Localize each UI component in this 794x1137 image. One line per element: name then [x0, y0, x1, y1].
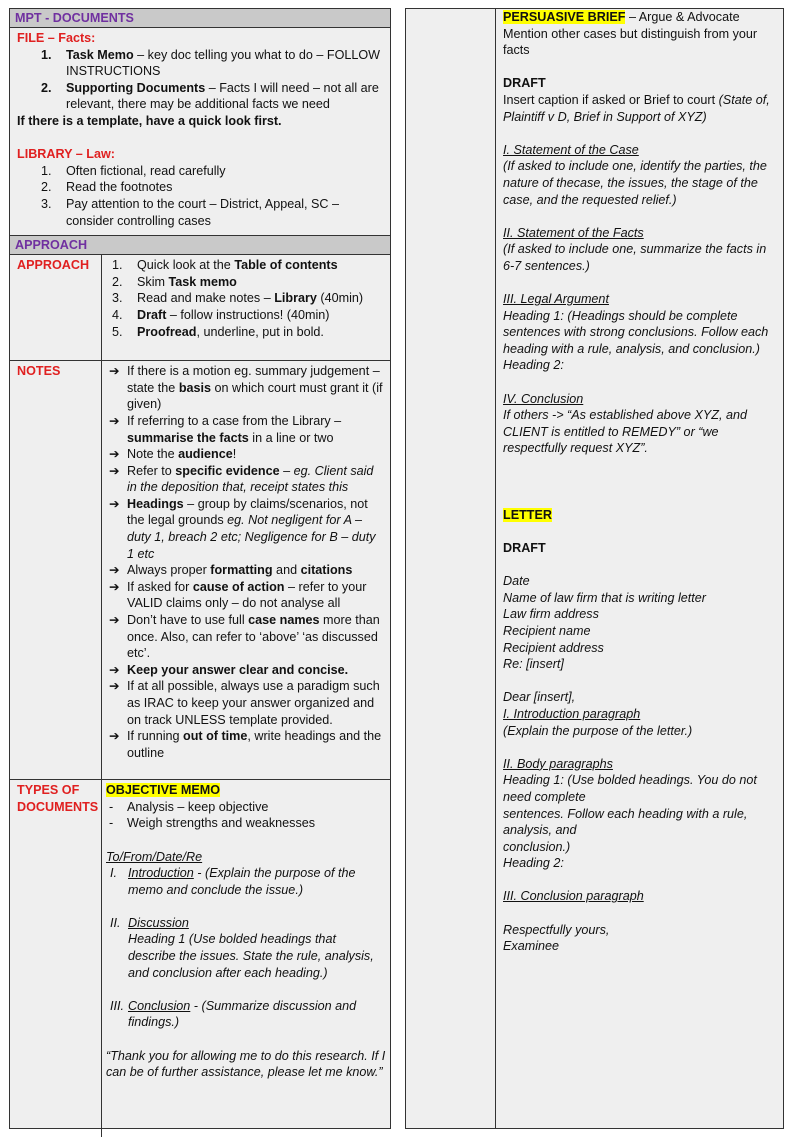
- mpt-documents-header: MPT - DOCUMENTS: [10, 9, 390, 28]
- conclusion-text: If others -> “As established above XYZ, and CLIENT is entitled to REMEDY” or “we respectfully request XYZ”.: [503, 408, 747, 456]
- arrow-icon: ➔: [109, 679, 120, 694]
- closing-quote: “Thank you for allowing me to do this research. If I can be of further assistance, please let me know.”: [106, 1048, 386, 1080]
- list-item: ➔ Always proper formatting and citations: [109, 563, 353, 578]
- right-column: [405, 8, 784, 1129]
- body-line: Heading 1: (Use bolded headings. You do not need complete: [503, 773, 757, 804]
- list-item: 2. Skim Task memo: [112, 274, 237, 289]
- list-item: 1. Quick look at the Table of contents: [112, 258, 338, 273]
- dear-line: Dear [insert],: [503, 690, 576, 705]
- library-label: LIBRARY – Law:: [17, 147, 115, 162]
- list-item: 2. Read the footnotes: [41, 180, 173, 195]
- file-list: [17, 47, 385, 113]
- list-item: - Analysis – keep objective: [109, 799, 269, 814]
- library-list: [17, 163, 385, 229]
- body-line: sentences. Follow each heading with a rule, analysis, and: [503, 806, 748, 838]
- legal-argument-heading2: Heading 2:: [503, 358, 564, 373]
- approach-content: [102, 255, 390, 360]
- right-gutter: [406, 9, 496, 1128]
- notes-content: [102, 361, 390, 779]
- list-item: 3. Pay attention to the court – District, Appeal, SC – consider controlling cases: [41, 196, 340, 228]
- intro-paragraph-title: I. Introduction paragraph: [503, 706, 641, 721]
- approach-header: APPROACH: [10, 236, 390, 255]
- letter-line: Law firm address: [503, 607, 599, 622]
- intro-paragraph-text: (Explain the purpose of the letter.): [503, 723, 693, 738]
- types-row: [10, 780, 390, 1137]
- right-content: PERSUASIVE BRIEF – Argue & Advocate Mention other cases but distinguish from your facts DRAFT Insert caption if asked or Brief to court (State of, Plaintiff v D, Brief in Support of XYZ) I. Statement of the Case (If asked to include one, identify the parties, the nature of thecase, the issues, the stage of the case, and the requested relief.) II. Statement of the Facts (If asked to include one, summarize the facts in 6-7 sentences.) III. Legal Argument Heading 1: (Headings should be complete sentences with strong conclusions. Follow each heading with a rule, analysis, and conclusion.) Heading 2: IV. Conclusion If others -> “As established above XYZ, and CLIENT is entitled to REMEDY” or “we respectfully request XYZ”. LETTER DRAFT Date Name of law firm that is writing letter Law firm address Recipient name Recipient address Re: [insert] Dear [insert], I. Introduction paragraph (Explain the purpose of the letter.) II. Body paragraphs Heading 1: (Use bolded headings. You do not need complete sentences. Follow each heading with a rule, analysis, and conclusion.) Heading 2: III. Conclusion paragraph Respectfully yours, Examinee: [496, 9, 783, 1128]
- list-item: ➔ If there is a motion eg. summary judgement – state the basis on which court must grant it (if given): [109, 364, 383, 412]
- legal-argument-title: III. Legal Argument: [503, 292, 609, 307]
- template-note: If there is a template, have a quick look first.: [17, 113, 282, 128]
- list-item: 4. Draft – follow instructions! (40min): [112, 307, 330, 322]
- statement-of-case-title: I. Statement of the Case: [503, 142, 639, 157]
- conclusion-paragraph-title: III. Conclusion paragraph: [503, 889, 644, 904]
- statement-of-facts-text: (If asked to include one, summarize the facts in 6-7 sentences.): [503, 242, 767, 273]
- arrow-icon: ➔: [109, 613, 120, 628]
- list-item: ➔ Don’t have to use full case names more than once. Also, can refer to ‘above’ ‘as discussed etc’.: [109, 613, 380, 661]
- body-paragraphs-title: II. Body paragraphs: [503, 756, 613, 771]
- list-item: - Weigh strengths and weaknesses: [109, 816, 316, 831]
- memo-section: III. Conclusion - (Summarize discussion and findings.): [110, 998, 357, 1030]
- types-label: TYPES OF DOCUMENTS: [10, 780, 102, 1137]
- arrow-icon: ➔: [109, 463, 120, 478]
- persuasive-brief-title: PERSUASIVE BRIEF: [503, 10, 626, 24]
- statement-of-facts-title: II. Statement of the Facts: [503, 225, 644, 240]
- list-item: ➔ If running out of time, write headings and the outline: [109, 729, 382, 760]
- notes-label: NOTES: [10, 361, 102, 779]
- objective-memo-title: OBJECTIVE MEMO: [106, 783, 221, 798]
- arrow-icon: ➔: [109, 662, 120, 677]
- list-item: 1. Often fictional, read carefully: [41, 163, 226, 178]
- list-item: ➔ If asked for cause of action – refer to your VALID claims only – do not analyse all: [109, 579, 367, 611]
- list-item: ➔ Keep your answer clear and concise.: [109, 662, 349, 677]
- body-line: conclusion.): [503, 839, 571, 854]
- approach-label: APPROACH: [10, 255, 102, 360]
- notes-row: [10, 361, 390, 780]
- letter-line: Recipient address: [503, 640, 604, 655]
- letter-title: LETTER: [503, 507, 552, 522]
- approach-row: [10, 255, 390, 361]
- conclusion-title: IV. Conclusion: [503, 391, 584, 406]
- list-item: ➔ If referring to a case from the Library – summarise the facts in a line or two: [109, 413, 342, 445]
- legal-argument-text: Heading 1: (Headings should be complete sentences with strong conclusions. Follow each heading with a rule, analysis, and conclusion.): [503, 308, 769, 356]
- list-item: 3. Read and make notes – Library (40min): [112, 291, 364, 306]
- letter-line: Re: [insert]: [503, 657, 564, 672]
- signature-name: Examinee: [503, 939, 560, 954]
- left-column: [9, 8, 391, 1129]
- list-item: ➔ Note the audience!: [109, 447, 237, 462]
- letter-line: Date: [503, 574, 530, 589]
- draft-label: DRAFT: [503, 76, 546, 91]
- to-from-line: To/From/Date/Re: [106, 849, 203, 864]
- arrow-icon: ➔: [109, 496, 120, 511]
- arrow-icon: ➔: [109, 729, 120, 744]
- letter-draft-label: DRAFT: [503, 541, 546, 555]
- arrow-icon: ➔: [109, 364, 120, 379]
- sign-off: Respectfully yours,: [503, 922, 610, 937]
- list-item: ➔ If at all possible, always use a paradigm such as IRAC to keep your answer organized and on track UNLESS template provided.: [109, 679, 380, 727]
- list-item: 1. Task Memo – key doc telling you what to do – FOLLOW INSTRUCTIONS: [41, 47, 381, 79]
- caption-line: Insert caption if asked or Brief to court (State of, Plaintiff v D, Brief in Support of XYZ): [503, 92, 770, 124]
- list-item: ➔ Headings – group by claims/scenarios, not the legal grounds eg. Not negligent for A – duty 1, breach 2 etc; Negligence for B – duty 1 etc: [109, 496, 376, 561]
- file-label: FILE – Facts:: [17, 31, 96, 45]
- arrow-icon: ➔: [109, 447, 120, 462]
- arrow-icon: ➔: [109, 579, 120, 594]
- list-item: ➔ Refer to specific evidence – eg. Client said in the deposition that, receipt states this: [109, 463, 374, 495]
- memo-section: II. Discussion Heading 1 (Use bolded headings that describe the issues. State the rule, analysis, and conclusion after each heading.): [110, 915, 374, 980]
- list-item: 2. Supporting Documents – Facts I will need – not all are relevant, there may be additional facts we need: [41, 80, 379, 112]
- letter-line: Name of law firm that is writing letter: [503, 590, 706, 605]
- types-content: [102, 780, 390, 1137]
- arrow-icon: ➔: [109, 413, 120, 428]
- statement-of-case-text: (If asked to include one, identify the parties, the nature of thecase, the issues, the stage of the case, and the requested relief.): [503, 159, 767, 207]
- brief-note: Mention other cases but distinguish from your facts: [503, 26, 758, 58]
- memo-section: I. Introduction - (Explain the purpose of the memo and conclude the issue.): [110, 866, 356, 897]
- body-line: Heading 2:: [503, 856, 564, 871]
- letter-line: Recipient name: [503, 623, 591, 638]
- arrow-icon: ➔: [109, 563, 120, 578]
- file-library-section: [10, 28, 390, 236]
- list-item: 5. Proofread, underline, put in bold.: [112, 324, 324, 339]
